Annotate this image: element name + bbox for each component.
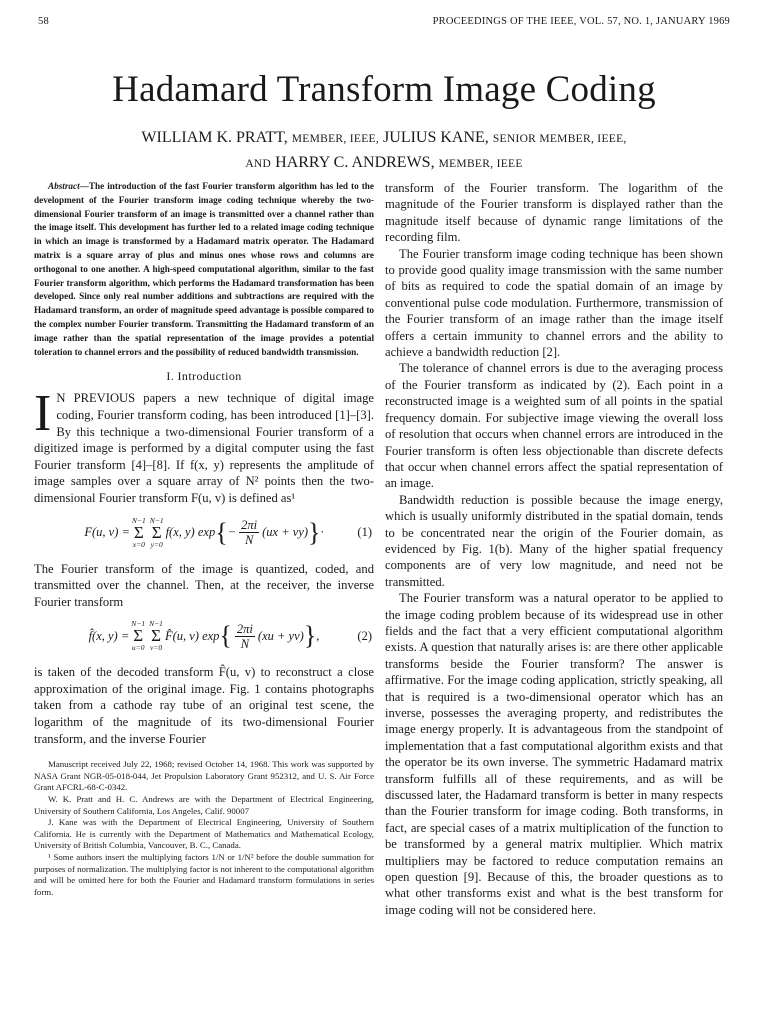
right-paragraph-4: Bandwidth reduction is possible because the image energy, which is usually uniformly distributed in the spatial domain, tends to be concentrated near the origin of the Fourier domain, as evidenced by Fig. 1(b). Many of the higher spatial frequency components are of very low magnitude, and need not be transmitted. [385, 492, 723, 589]
equation-tail: , [316, 628, 320, 643]
sum-upper-limit: N−1 [131, 515, 146, 525]
right-paragraph-5: The Fourier transform was a natural operator to be applied to the image coding problem because of its widespread use in other fields and the fact that a very efficient computational algorithm exists. A question that naturally arises is: are there other applicable transforms beside the Fourier transform? The answer is affirmative. For the image coding application, strictly speaking, all that is required is a two-dimensional operator which has an inverse, possesses the averaging property, and redistributes the image energy properly. It is advantageous from the standpoint of implementation that a fast computational algorithm exists and that the operator be its own inverse. The symmetric Hadamard matrix transform fulfills all of these requirements, and as will be discussed later, the Hadamard transform is better in many respects than the Fourier transform for image coding. Both transforms, in fact, are special cases of a matrix multiplication of the function to be transformed by a general matrix multiplier. Which matrix multipliers may be factored to reduce computation remains an open question [9]. Because of this, the broader questions as to what other transforms exist and what is the best transform for image coding will not be considered here. [385, 591, 723, 917]
sigma-glyph: Σ [151, 522, 162, 542]
footnotes [34, 759, 374, 898]
equation-number: (2) [357, 628, 372, 643]
fraction-numerator: 2πi [241, 518, 258, 533]
fraction-denominator: N [244, 533, 254, 548]
author-block [60, 126, 708, 176]
intro-paragraph-3: is taken of the decoded transform F̂(u, v) to reconstruct a close approximation of the original image. Fig. 1 contains photographs taken from a cathode ray tube of an original test scene, the logarithm of the magnitude of its two-dimensional Fourier transform, and the inverse Fourier [34, 665, 374, 746]
drop-cap: I [34, 385, 52, 443]
author-membership: SENIOR MEMBER, IEEE, [492, 133, 627, 145]
author-line-1 [60, 126, 708, 151]
abstract-label: Abstract [48, 181, 80, 191]
right-column [385, 180, 723, 918]
left-brace: { [215, 517, 228, 547]
right-paragraph-2: The Fourier transform image coding technique has been shown to provide good quality image transmission with the same number of bits as required to code the spatial domain of an image by conventional pulse code modulation. Furthermore, transmission of the Fourier transform of an image rather than the image itself offers a certain immunity to channel errors and the ability to achieve a bandwidth reduction [2]. [385, 246, 723, 360]
paper-title: Hadamard Transform Image Coding [112, 69, 656, 110]
author-name: HARRY C. ANDREWS, [275, 154, 435, 171]
exponent-args: (xu + yv) [257, 628, 304, 643]
equation-number: (1) [357, 525, 372, 540]
page-number: 58 [38, 16, 49, 27]
summation-symbol [150, 517, 164, 549]
running-head [38, 16, 730, 32]
equation-body: f(x, y) exp [165, 525, 216, 540]
footnote-received: Manuscript received July 22, 1968; revised October 14, 1968. This work was supported by NASA Grant NGR-05-018-044, Jet Propulsion Laboratory Grant 952312, and U. S. Air Force Grant AFCRL-68-C-0342. [34, 759, 374, 793]
equation-body: F̂(u, v) exp [164, 628, 220, 643]
right-paragraph-3: The tolerance of channel errors is due to the averaging process of the Fourier transform as indicated by (2). Each point in a reconstructed image is a weighted sum of all points in the spatial frequency domain. For subjective image viewing the overall loss of resolution that occurs when channel errors are introduced in the Fourier transform is often less objectionable than discrete defects that occur when channel errors affect the spatial representation of an image. [385, 361, 723, 491]
fraction [239, 518, 259, 547]
summation-symbol [149, 620, 163, 652]
section-heading: I. Introduction [166, 369, 242, 384]
fraction-numerator: 2πi [236, 621, 253, 636]
sigma-glyph: Σ [151, 626, 161, 646]
sum-lower-limit: x=0 [132, 539, 145, 549]
left-column [34, 180, 374, 898]
minus-sign: − [227, 525, 237, 540]
equation-1 [34, 515, 374, 551]
author-name: JULIUS KANE, [383, 129, 489, 146]
author-conjunction: AND [245, 158, 272, 170]
journal-citation: PROCEEDINGS OF THE IEEE, VOL. 57, NO. 1, JANUARY 1969 [432, 16, 730, 27]
right-brace: } [303, 621, 317, 651]
equation-tail: · [320, 525, 324, 540]
author-membership: MEMBER, IEEE [438, 158, 523, 170]
equation-lhs: f̂(x, y) = [88, 628, 130, 643]
sum-lower-limit: u=0 [131, 643, 145, 653]
author-name: WILLIAM K. PRATT, [141, 129, 288, 146]
equation-2 [34, 618, 374, 654]
sum-upper-limit: N−1 [149, 619, 163, 629]
summation-symbol [131, 620, 145, 652]
equation-lhs: F(u, v) = [84, 525, 130, 540]
footnote-1: ¹ Some authors insert the multiplying factors 1/N or 1/N² before the double summation for purposes of normalization. The multiplying factor is not inherent to the computational algorithm and will be omitted here for both the Fourier and Hadamard transform formulations in series form. [34, 852, 374, 897]
sum-upper-limit: N−1 [131, 619, 146, 629]
abstract-text: —The introduction of the fast Fourier transform algorithm has led to the development of the Fourier transform image coding technique whereby the two-dimensional Fourier transform of an image is transmitted over a channel rather than the image itself. This development has further led to a related image coding technique in which an image is transformed by a Hadamard matrix operator. The Hadamard matrix is a square array of plus and minus ones whose rows and columns are orthogonal to one another. A high-speed computational algorithm, similar to the fast Fourier transform algorithm, which performs the Hadamard transformation has been developed. Since only real number additions and subtractions are required with the Hadamard transform, an order of magnitude speed advantage is possible compared to the complex number Fourier transform. Transmitting the Hadamard transform of an image rather than the spatial representation of the image provides a potential toleration to channel errors and the possibility of reduced bandwidth transmission. [34, 181, 374, 357]
sum-upper-limit: N−1 [149, 515, 164, 525]
sum-lower-limit: v=0 [149, 643, 163, 653]
left-brace: { [219, 621, 232, 651]
fraction [235, 622, 255, 651]
abstract [34, 180, 374, 359]
sum-lower-limit: y=0 [150, 539, 163, 549]
intro-paragraph-2: The Fourier transform of the image is quantized, coded, and transmitted over the channel. Then, at the receiver, the inverse Fourier transform [34, 561, 374, 609]
author-line-2 [60, 151, 708, 176]
intro-paragraph-1-text: N PREVIOUS papers a new technique of digital image coding, Fourier transform coding, has been introduced [1]–[3]. By this technique a two-dimensional Fourier transform of a digitized image is performed by a digital computer using the fast Fourier transform [4]–[8]. If f(x, y) represents the amplitude of image samples over a square array of N² points then the two-dimensional Fourier transform F(u, v) is defined as¹ [34, 391, 374, 505]
exponent-args: (ux + vy) [262, 525, 309, 540]
right-brace: } [308, 517, 321, 547]
footnote-affiliation: W. K. Pratt and H. C. Andrews are with the Department of Electrical Engineering, University of Southern California, Los Angeles, Calif. 90007 [34, 794, 374, 816]
author-membership: MEMBER, IEEE, [291, 133, 380, 145]
footnote-affiliation: J. Kane was with the Department of Electrical Engineering, University of Southern California. He is currently with the Department of Mathematics and Mathematical Ecology, University of British Columbia, Vancouver, B. C., Canada. [34, 817, 374, 851]
intro-paragraph-1 [34, 385, 374, 506]
fraction-denominator: N [240, 636, 250, 651]
sigma-glyph: Σ [133, 522, 144, 542]
summation-symbol [132, 517, 146, 549]
right-paragraph-1: transform of the Fourier transform. The logarithm of the magnitude of the Fourier transform is displayed rather than the magnitude itself because of dynamic range limitations of the recording film. [385, 181, 723, 245]
sigma-glyph: Σ [133, 626, 144, 646]
